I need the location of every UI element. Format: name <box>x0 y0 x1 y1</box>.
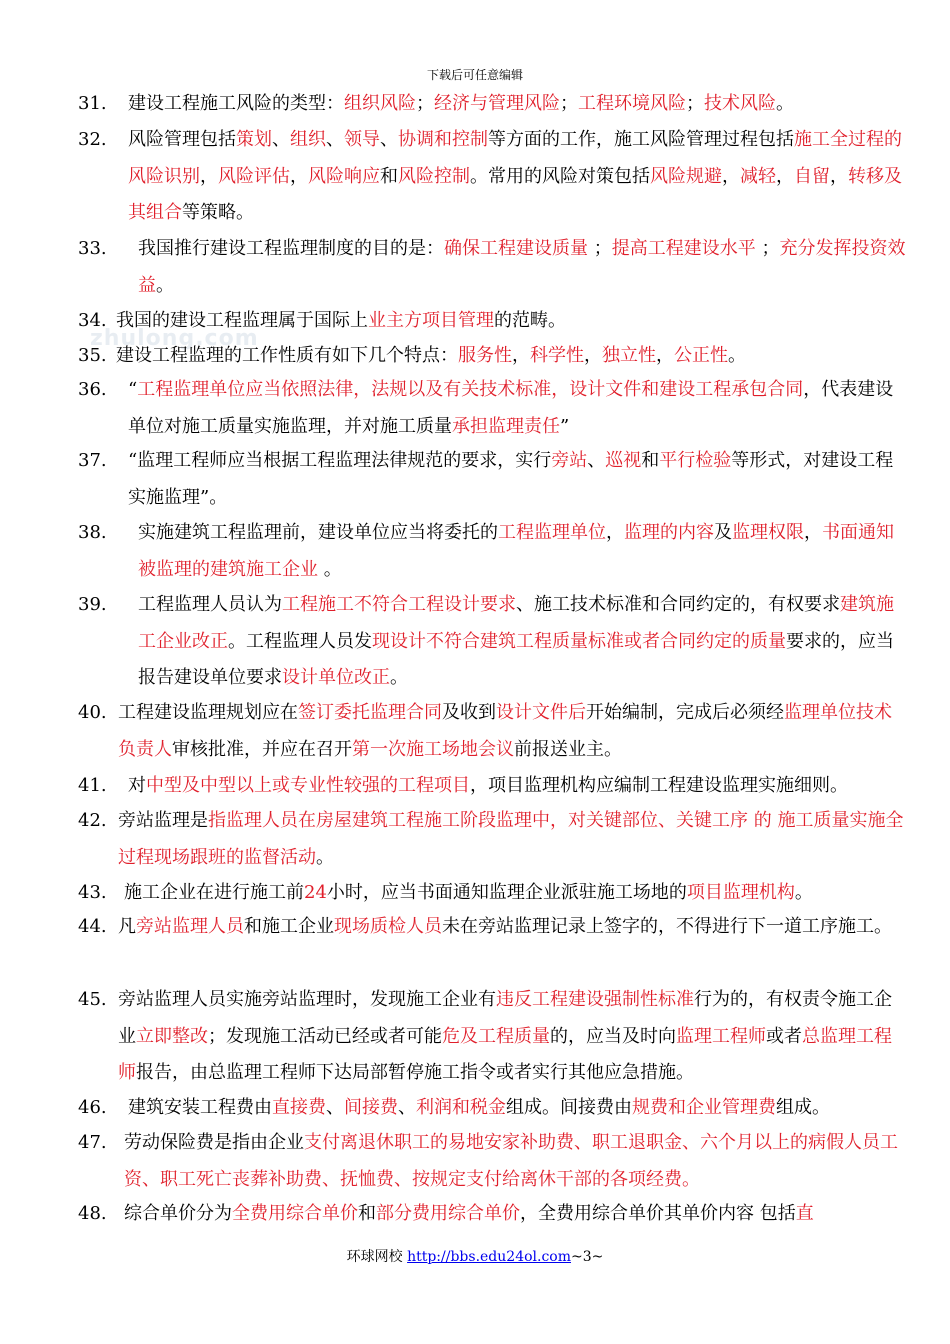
text-segment: 。常用的风险对策包括 <box>470 165 650 187</box>
highlighted-text: 提高工程建设水平 <box>611 238 756 259</box>
text-segment: ， <box>290 165 308 187</box>
text-segment: ， <box>830 165 848 187</box>
text-segment: 。 <box>390 667 408 688</box>
item-number: 48. <box>78 1203 107 1224</box>
footer-prefix: 环球网校 <box>346 1249 408 1265</box>
highlighted-text: 减轻 <box>740 165 776 187</box>
item-text <box>78 338 908 375</box>
list-item <box>78 338 908 375</box>
text-segment: 实施建筑工程监理前，建设单位应当将委托的 <box>138 522 498 543</box>
footer-page-number: ~3~ <box>571 1249 604 1265</box>
item-text <box>78 86 908 123</box>
text-segment: 建设工程监理的工作性质有如下几个特点： <box>116 345 458 366</box>
highlighted-text: 工程环境风险 <box>578 93 686 114</box>
item-number: 33. <box>78 238 107 259</box>
text-segment: ，项目监理机构应编制工程建设监理实施细则。 <box>470 775 848 796</box>
text-segment: 组成。 <box>776 1097 830 1118</box>
highlighted-text: 建筑施工企业改正 <box>138 594 894 652</box>
item-number: 41. <box>78 775 107 796</box>
text-segment: 劳动保险费是指由企业 <box>124 1132 304 1153</box>
text-segment: ， <box>512 345 530 366</box>
text-segment: 、 <box>272 129 290 150</box>
highlighted-text: 项目监理机构 <box>686 882 795 903</box>
list-item <box>78 443 908 516</box>
text-segment: 和 <box>380 165 398 187</box>
text-segment: 工程监理人员认为 <box>138 594 282 615</box>
highlighted-text: 组织风险 <box>344 93 416 114</box>
highlighted-text: 旁站 <box>551 450 588 471</box>
text-segment: 及收到 <box>442 702 496 723</box>
item-number: 35. <box>78 345 107 366</box>
text-segment: 我国的建设工程监理属于国际上 <box>116 310 368 331</box>
highlighted-text: 设计单位改正 <box>282 667 390 688</box>
text-segment: ， <box>776 165 794 187</box>
item-text <box>78 875 908 912</box>
text-segment: 开始编制，完成后必须经 <box>586 702 784 723</box>
highlighted-text: 总监理工程师 <box>118 1025 892 1083</box>
text-segment: 凡 <box>118 916 136 937</box>
highlighted-text: 立即整改 <box>136 1025 208 1047</box>
highlighted-text: 领导 <box>344 129 380 150</box>
highlighted-text: 旁站监理人员 <box>136 916 244 937</box>
highlighted-text: 承担监理责任 <box>452 415 560 437</box>
highlighted-text: 利润和税金 <box>416 1097 506 1118</box>
list-item <box>78 231 908 304</box>
highlighted-text: 直接费 <box>272 1097 326 1118</box>
highlighted-text: 充分发挥投资效益 <box>138 238 906 296</box>
text-segment: 和 <box>358 1203 376 1224</box>
text-segment: 。 <box>776 93 794 114</box>
list-item <box>78 515 908 588</box>
highlighted-text: 监理工程师 <box>676 1025 766 1047</box>
text-segment: 及 <box>714 522 732 543</box>
item-text <box>78 587 908 697</box>
list-item <box>78 803 908 876</box>
text-segment: ； <box>560 93 578 114</box>
text-segment: 和 <box>641 450 660 471</box>
highlighted-text: 全费用综合单价 <box>232 1203 358 1224</box>
highlighted-text: 签订委托监理合同 <box>298 702 442 723</box>
highlighted-text: 工程监理单位应当依照法律，法规以及有关技术标准，设计文件和建设工程承包合同 <box>137 379 804 400</box>
text-segment: 未在旁站监理记录上签字的，不得进行下一道工序施工。 <box>442 916 892 937</box>
item-number: 43. <box>78 882 107 903</box>
highlighted-text: 自留 <box>794 165 830 187</box>
highlighted-text: 风险响应 <box>308 165 380 187</box>
item-number: 45. <box>78 989 107 1010</box>
highlighted-text: 技术风险 <box>704 93 776 114</box>
text-segment: ； <box>416 93 434 114</box>
text-segment: ；发现施工活动已经或者可能 <box>208 1025 442 1047</box>
highlighted-text: 直 <box>795 1203 814 1224</box>
page-header: 下载后可任意编辑 <box>426 68 523 82</box>
item-number: 40. <box>78 702 107 723</box>
item-text <box>78 1125 908 1198</box>
text-segment: 。 <box>316 846 334 868</box>
highlighted-text: 中型及中型以上或专业性较强的工程项目 <box>146 775 470 796</box>
text-segment: 报告，由总监理工程师下达局部暂停施工指令或者实行其他应急措施。 <box>136 1062 694 1083</box>
highlighted-text: 规费和企业管理费 <box>632 1097 776 1118</box>
highlighted-text: 协调和控制 <box>398 129 488 150</box>
text-segment: 等方面的工作，施工风险管理过程包括 <box>488 129 794 150</box>
list-item <box>78 875 908 912</box>
text-segment: 综合单价分为 <box>124 1203 232 1224</box>
item-number: 34. <box>78 310 107 331</box>
highlighted-text: 监理的内容 <box>624 522 714 543</box>
item-text <box>78 303 908 340</box>
highlighted-text: 指监理人员在房屋建筑工程施工阶段监理中，对关键部位、关键工序 的 施工质量实施全过程现场跟班的监督活动 <box>118 810 904 868</box>
list-item <box>78 86 908 123</box>
highlighted-text: 部分费用综合单价 <box>376 1203 520 1224</box>
highlighted-text: 经济与管理风险 <box>434 93 560 114</box>
text-segment: 前报送业主。 <box>514 738 622 760</box>
item-text <box>78 1196 908 1233</box>
text-segment: 建设工程施工风险的类型： <box>128 93 344 114</box>
text-segment: 等策略。 <box>182 202 254 223</box>
text-segment: 。 <box>794 882 813 903</box>
text-segment: 或者 <box>766 1025 802 1047</box>
text-segment: “ <box>128 379 138 400</box>
text-segment: 审核批准，并应在召开 <box>172 738 352 760</box>
text-segment: ， <box>200 165 218 187</box>
text-segment: 组成。间接费由 <box>506 1097 632 1118</box>
highlighted-text: 平行检验 <box>659 450 732 471</box>
highlighted-text: 业主方项目管理 <box>368 310 494 331</box>
text-segment: 、 <box>326 1097 344 1118</box>
text-segment: 我国推行建设工程监理制度的目的是： <box>138 238 444 259</box>
item-text <box>78 372 908 445</box>
highlighted-text: 风险控制 <box>398 165 470 187</box>
text-segment: ， <box>584 345 602 366</box>
item-number: 44. <box>78 916 107 937</box>
item-number: 39. <box>78 594 107 615</box>
list-item <box>78 372 908 445</box>
item-text <box>78 443 908 516</box>
highlighted-text: 24 <box>304 882 327 903</box>
text-segment: 和施工企业 <box>244 916 334 937</box>
text-segment: 等形式，对建设工程实施监理”。 <box>128 450 894 508</box>
item-text <box>78 909 908 946</box>
item-number: 46. <box>78 1097 107 1118</box>
highlighted-text: 独立性 <box>602 345 656 366</box>
item-text <box>78 515 908 588</box>
highlighted-text: 科学性 <box>530 345 584 366</box>
item-number: 38. <box>78 522 107 543</box>
highlighted-text: 组织 <box>290 129 326 150</box>
text-segment: 。 <box>728 345 746 366</box>
item-number: 42. <box>78 810 107 831</box>
text-segment: ” <box>560 415 570 437</box>
text-segment: 旁站监理人员实施旁站监理时，发现施工企业有 <box>118 989 496 1010</box>
highlighted-text: 工程施工不符合工程设计要求 <box>282 594 516 615</box>
text-segment: ； <box>686 93 704 114</box>
text-segment: 要求的，应当报告建设单位要求 <box>138 630 894 688</box>
text-segment: 对 <box>128 775 146 796</box>
page-footer <box>0 1246 950 1266</box>
text-segment: ， <box>804 522 822 543</box>
item-text <box>78 122 908 232</box>
text-segment: ； <box>755 238 780 259</box>
highlighted-text: 第一次施工场地会议 <box>352 738 514 760</box>
highlighted-text: 风险规避 <box>650 165 722 187</box>
item-number: 36. <box>78 379 107 400</box>
text-segment: 、 <box>326 129 344 150</box>
text-segment: “监理工程师应当根据工程监理法律规范的要求，实行 <box>128 450 552 471</box>
highlighted-text: 现场质检人员 <box>334 916 442 937</box>
item-number: 32. <box>78 129 107 150</box>
text-segment: 。 <box>318 558 342 580</box>
item-number: 31. <box>78 93 107 114</box>
text-segment: 。工程监理人员发 <box>228 630 372 652</box>
list-item <box>78 909 908 946</box>
list-item <box>78 695 908 768</box>
list-item <box>78 982 908 1092</box>
item-number: 47. <box>78 1132 107 1153</box>
highlighted-text: 间接费 <box>344 1097 398 1118</box>
text-segment: 旁站监理是 <box>118 810 208 831</box>
highlighted-text: 违反工程建设强制性标准 <box>496 989 694 1010</box>
text-segment: 风险管理包括 <box>128 129 236 150</box>
watermark: zhulong.com <box>90 326 259 351</box>
highlighted-text: 确保工程建设质量 <box>444 238 588 259</box>
footer-link[interactable]: http://bbs.edu24ol.com <box>407 1249 571 1265</box>
highlighted-text: 书面通知被监理的建筑施工企业 <box>138 522 894 580</box>
text-segment: 、 <box>380 129 398 150</box>
list-item <box>78 768 908 805</box>
text-segment: 。 <box>156 274 174 296</box>
item-text <box>78 1090 908 1127</box>
item-text <box>78 768 908 805</box>
highlighted-text: 监理单位技术负责人 <box>118 702 892 760</box>
highlighted-text: 服务性 <box>458 345 512 366</box>
text-segment: ， <box>722 165 740 187</box>
item-text <box>78 695 908 768</box>
text-segment: ，全费用综合单价其单价内容 包括 <box>520 1203 796 1224</box>
highlighted-text: 策划 <box>236 129 272 150</box>
list-item <box>78 1125 908 1198</box>
text-segment: ； <box>588 238 612 259</box>
highlighted-text: 转移及其组合 <box>128 165 902 223</box>
text-segment: 建筑安装工程费由 <box>128 1097 272 1118</box>
text-segment: 、 <box>398 1097 416 1118</box>
item-text <box>78 803 908 876</box>
item-text <box>78 982 908 1092</box>
list-item <box>78 1090 908 1127</box>
highlighted-text: 设计文件后 <box>496 702 586 723</box>
list-item <box>78 587 908 697</box>
list-item <box>78 1196 908 1233</box>
highlighted-text: 风险评估 <box>218 165 290 187</box>
highlighted-text: 现设计不符合建筑工程质量标准或者合同约定的质量 <box>372 630 786 652</box>
text-segment: 、 <box>587 450 606 471</box>
list-item <box>78 122 908 232</box>
text-segment: 工程建设监理规划应在 <box>118 702 298 723</box>
highlighted-text: 支付离退休职工的易地安家补助费、职工退职金、六个月以上的病假人员工资、职工死亡丧葬补助费、抚恤费、按规定支付给离休干部的各项经费。 <box>124 1132 898 1190</box>
list-item <box>78 303 908 340</box>
text-segment: ，代表建设单位对施工质量实施监理，并对施工质量 <box>128 379 894 437</box>
highlighted-text: 施工全过程的风险识别 <box>128 129 902 187</box>
item-text <box>78 231 908 304</box>
highlighted-text: 危及工程质量 <box>442 1025 550 1047</box>
highlighted-text: 监理权限 <box>732 522 804 543</box>
text-segment: ， <box>606 522 624 543</box>
text-segment: 、施工技术标准和合同约定的，有权要求 <box>516 594 840 615</box>
item-number: 37. <box>78 450 107 471</box>
text-segment: 的，应当及时向 <box>550 1025 676 1047</box>
highlighted-text: 工程监理单位 <box>498 522 606 543</box>
text-segment: 小时，应当书面通知监理企业派驻施工场地的 <box>326 882 687 903</box>
text-segment: 施工企业在进行施工前 <box>124 882 304 903</box>
text-segment: ， <box>656 345 674 366</box>
text-segment: 的范畴。 <box>494 310 566 331</box>
text-segment: 行为的，有权责令施工企业 <box>118 989 892 1047</box>
highlighted-text: 巡视 <box>605 450 642 471</box>
highlighted-text: 公正性 <box>674 345 728 366</box>
